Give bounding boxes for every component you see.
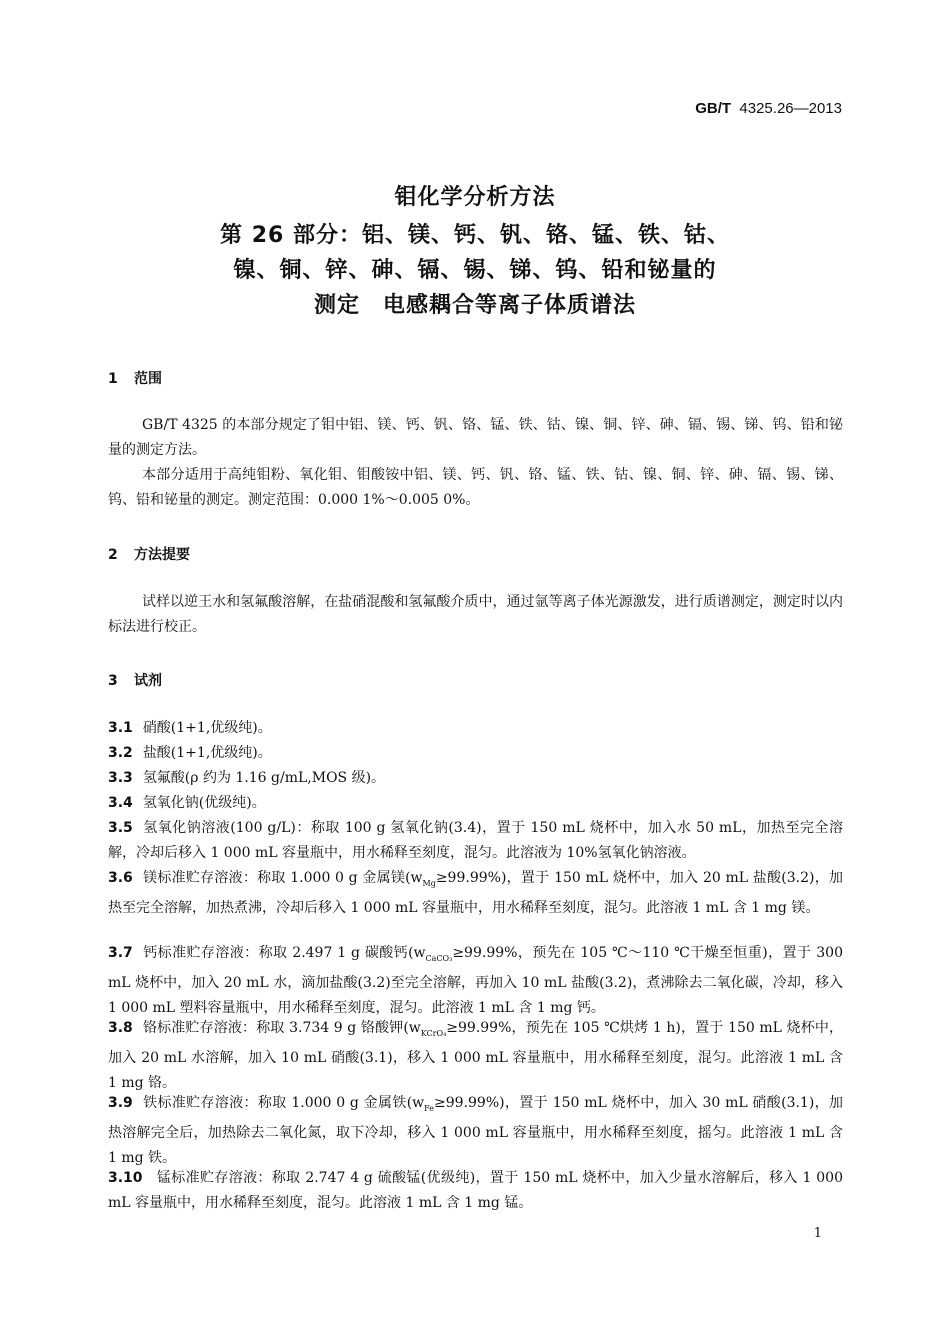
method-summary-paragraph: 试样以逆王水和氢氟酸溶解，在盐硝混酸和氢氟酸介质中，通过氩等离子体光源激发，进行质谱测定，测定时以内标法进行校正。 <box>108 594 843 635</box>
reagent-item <box>108 1166 843 1216</box>
reagent-item <box>108 1016 843 1096</box>
item-text-b: ≥99.99%)，置于 150 mL 烧杯中，加入 30 mL 硝酸(3.1)，加热溶解完全后，加热除去二氧化氮，取下冷却，移入 1 000 mL 容量瓶中，用水稀释至刻度，摇匀。此溶液 1 mL 含 1 mg 铁。 <box>108 1095 843 1166</box>
scope-paragraph-1: GB/T 4325 的本部分规定了钼中铝、镁、钙、钒、铬、锰、铁、钴、镍、铜、锌、砷、镉、锡、锑、钨、铅和铋量的测定方法。 <box>108 417 843 458</box>
reagent-item <box>108 741 843 766</box>
section-number: 1 <box>108 371 118 387</box>
section-heading-2 <box>108 544 190 564</box>
reagent-item <box>108 941 843 1021</box>
item-text-a: 镁标准贮存溶液：称取 1.000 0 g 金属镁(w <box>142 870 423 886</box>
title-line-4: 测定 电感耦合等离子体质谱法 <box>313 293 636 318</box>
reagent-item <box>108 1091 843 1171</box>
item-number: 3.1 <box>108 720 133 736</box>
title-line-3: 镍、铜、锌、砷、镉、锡、锑、钨、铅和铋量的 <box>233 258 717 283</box>
item-text: 氢氧化钠(优级纯)。 <box>142 795 266 811</box>
item-text-b: ≥99.99%)，置于 150 mL 烧杯中，加入 20 mL 盐酸(3.2)，加热至完全溶解，加热煮沸，冷却后移入 1 000 mL 容量瓶中，用水稀释至刻度，混匀。此溶液 1 mL 含 1 mg 镁。 <box>108 870 843 916</box>
section-title: 方法提要 <box>134 547 190 563</box>
item-number: 3.3 <box>108 770 133 786</box>
item-number: 3.8 <box>108 1020 133 1036</box>
item-text: 锰标准贮存溶液：称取 2.747 4 g 硫酸锰(优级纯)，置于 150 mL 烧杯中，加入少量水溶解后，移入 1 000 mL 容量瓶中，用水稀释至刻度，混匀。此溶液 1 mL 含 1 mg 锰。 <box>108 1170 843 1211</box>
item-text: 氢氟酸(ρ 约为 1.16 g/mL,MOS 级)。 <box>142 770 386 786</box>
item-text-a: 铁标准贮存溶液：称取 1.000 0 g 金属铁(w <box>142 1095 425 1111</box>
section-title: 试剂 <box>134 673 162 689</box>
standard-prefix: GB/T <box>695 100 732 117</box>
standard-number <box>695 100 842 117</box>
title-line-2: 第 26 部分：铝、镁、钙、钒、铬、锰、铁、钴、 <box>220 223 730 248</box>
item-text-a: 铬标准贮存溶液：称取 3.734 9 g 铬酸钾(w <box>142 1020 421 1036</box>
title-line-1: 钼化学分析方法 <box>394 185 556 210</box>
item-text-a: 钙标准贮存溶液：称取 2.497 1 g 碳酸钙(w <box>142 945 426 961</box>
reagent-item <box>108 716 843 741</box>
section-heading-3 <box>108 670 162 690</box>
reagent-item <box>108 816 843 866</box>
item-text: 盐酸(1+1,优级纯)。 <box>142 745 272 761</box>
item-number: 3.4 <box>108 795 133 811</box>
section-heading-1 <box>108 368 162 388</box>
subscript: KCrO₄ <box>420 1028 447 1038</box>
subscript: Fe <box>424 1103 435 1113</box>
subscript: CaCO₃ <box>425 953 453 963</box>
reagent-item <box>108 791 843 816</box>
reagent-item <box>108 766 843 791</box>
item-text: 硝酸(1+1,优级纯)。 <box>142 720 272 736</box>
item-text: 氢氧化钠溶液(100 g/L)：称取 100 g 氢氧化钠(3.4)，置于 150 mL 烧杯中，加入水 50 mL，加热至完全溶解，冷却后移入 1 000 mL 容量瓶中，用水稀释至刻度，混匀。此溶液为 10%氢氧化钠溶液。 <box>108 820 843 861</box>
item-number: 3.7 <box>108 945 133 961</box>
item-number: 3.2 <box>108 745 133 761</box>
page-number: 1 <box>813 1226 822 1241</box>
item-number: 3.9 <box>108 1095 133 1111</box>
standard-code: 4325.26—2013 <box>739 100 842 117</box>
item-text-b: ≥99.99%，预先在 105 ℃～110 ℃干燥至恒重)，置于 300 mL 烧杯中，加入 20 mL 水，滴加盐酸(3.2)至完全溶解，再加入 10 mL 盐酸(3.2)，煮沸除去二氧化碳，冷却，移入 1 000 mL 塑料容量瓶中，用水稀释至刻度，混匀。此溶液 1 mL 含 1 mg 钙。 <box>108 945 843 1016</box>
section-title: 范围 <box>134 371 162 387</box>
section-number: 3 <box>108 673 118 689</box>
reagent-item <box>108 866 843 921</box>
subscript: Mg <box>422 878 436 888</box>
item-number: 3.5 <box>108 820 133 836</box>
item-number: 3.10 <box>108 1170 143 1186</box>
item-text-b: ≥99.99%，预先在 105 ℃烘烤 1 h)，置于 150 mL 烧杯中，加入 20 mL 水溶解，加入 10 mL 硝酸(3.1)，移入 1 000 mL 容量瓶中，用水稀释至刻度，混匀。此溶液 1 mL 含 1 mg 铬。 <box>108 1020 844 1091</box>
scope-paragraph-2: 本部分适用于高纯钼粉、氧化钼、钼酸铵中铝、镁、钙、钒、铬、锰、铁、钴、镍、铜、锌、砷、镉、锡、锑、钨、铅和铋量的测定。测定范围：0.000 1%～0.005 0%。 <box>108 467 843 508</box>
section-number: 2 <box>108 547 118 563</box>
item-number: 3.6 <box>108 870 133 886</box>
